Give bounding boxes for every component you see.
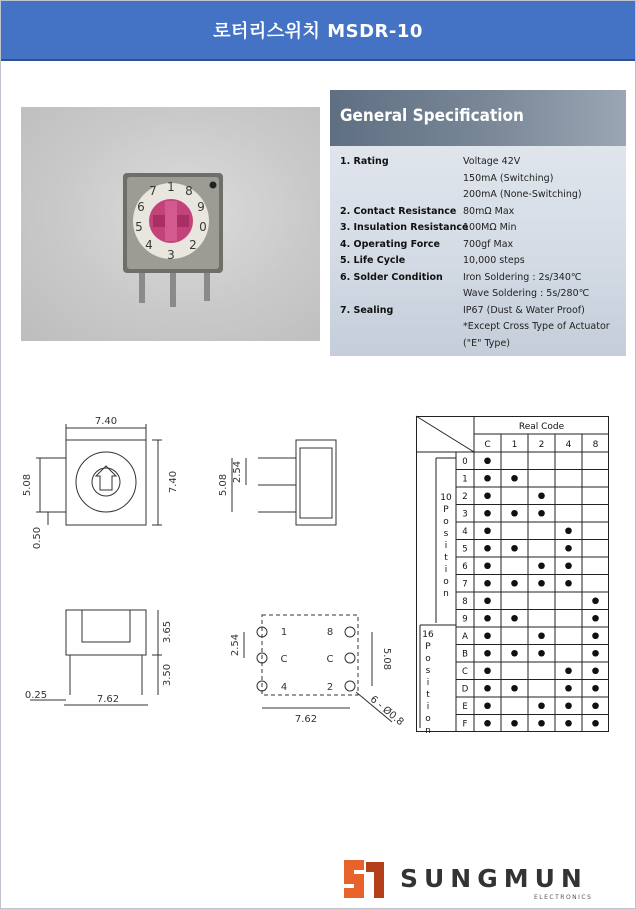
code-dot bbox=[538, 510, 545, 517]
dial-digit: 8 bbox=[185, 184, 193, 198]
spec-value: 150mA (Switching) bbox=[463, 172, 554, 184]
code-dot bbox=[484, 615, 491, 622]
group-16-label: s bbox=[425, 666, 431, 676]
code-dot bbox=[592, 597, 599, 604]
table-row-label: B bbox=[462, 649, 468, 660]
code-dot bbox=[511, 720, 518, 727]
dim-front-h2: 3.50 bbox=[162, 663, 173, 687]
code-dot bbox=[565, 702, 572, 709]
table-col-header: 2 bbox=[538, 440, 545, 450]
dial-digit: 5 bbox=[135, 220, 143, 234]
spec-header bbox=[330, 90, 626, 146]
code-dot bbox=[565, 667, 572, 674]
spec-value: 100MΩ Min bbox=[463, 222, 517, 233]
dial-digit: 2 bbox=[189, 238, 197, 252]
spec-value: Wave Soldering : 5s/280℃ bbox=[463, 288, 590, 299]
spec-label: 3. Insulation Resistance bbox=[340, 222, 469, 233]
company-logo bbox=[340, 856, 610, 902]
group-10-label: i bbox=[444, 565, 448, 575]
group-16-label: i bbox=[426, 678, 430, 688]
spec-label: 2. Contact Resistance bbox=[340, 205, 457, 217]
code-dot bbox=[484, 580, 491, 587]
code-dot bbox=[484, 685, 491, 692]
spec-label: 1. Rating bbox=[340, 156, 389, 167]
spec-label: 4. Operating Force bbox=[340, 238, 441, 250]
dial-digit: 4 bbox=[145, 238, 153, 252]
code-dot bbox=[484, 527, 491, 534]
spec-value: Voltage 42V bbox=[463, 156, 521, 167]
code-dot bbox=[592, 632, 599, 639]
code-dot bbox=[511, 580, 518, 587]
spec-label: 6. Solder Condition bbox=[340, 271, 443, 283]
code-dot bbox=[592, 685, 599, 692]
code-dot bbox=[484, 702, 491, 709]
table-col-header: 8 bbox=[592, 440, 599, 450]
group-16-label: o bbox=[425, 714, 431, 724]
code-dot bbox=[511, 685, 518, 692]
mechanical-drawings bbox=[0, 400, 410, 740]
dim-pcb-w: 7.62 bbox=[294, 714, 318, 725]
spec-panel bbox=[330, 90, 626, 356]
product-photo bbox=[21, 107, 320, 341]
code-dot bbox=[538, 720, 545, 727]
table-row-label: A bbox=[462, 632, 468, 642]
table-col-header: C bbox=[484, 440, 491, 450]
code-dot bbox=[484, 492, 491, 499]
table-row-label: 9 bbox=[462, 614, 468, 625]
pcb-pad-label: C bbox=[326, 654, 334, 665]
code-dot bbox=[538, 562, 545, 569]
spec-value: IP67 (Dust & Water Proof) bbox=[463, 304, 585, 316]
spec-heading: General Specification bbox=[340, 106, 524, 126]
table-line bbox=[416, 416, 474, 452]
spec-value: 80mΩ Max bbox=[463, 205, 515, 217]
group-10-label: t bbox=[444, 553, 448, 563]
code-dot bbox=[484, 632, 491, 639]
table-row-label: 5 bbox=[462, 544, 468, 555]
code-dot bbox=[511, 615, 518, 622]
group-10-label: 10 bbox=[440, 493, 452, 503]
group-16-label: P bbox=[425, 642, 431, 652]
dim-top-pitch: 5.08 bbox=[22, 473, 33, 497]
dim-side-pitch-b: 2.54 bbox=[232, 460, 243, 484]
code-dot bbox=[565, 562, 572, 569]
code-dot bbox=[592, 720, 599, 727]
code-dot bbox=[511, 545, 518, 552]
spec-value: 10,000 steps bbox=[463, 255, 525, 266]
code-dot bbox=[538, 650, 545, 657]
table-row-label: 3 bbox=[462, 509, 468, 520]
dial-digit: 7 bbox=[149, 184, 157, 198]
dim-pcb-hole: 6 - Ø0.8 bbox=[367, 693, 406, 729]
dial-digit: 3 bbox=[167, 248, 175, 262]
code-dot bbox=[484, 720, 491, 727]
code-dot bbox=[484, 475, 491, 482]
pcb-pad-label: 1 bbox=[280, 627, 288, 638]
code-dot bbox=[484, 562, 491, 569]
group-10-label: o bbox=[443, 577, 449, 587]
group-16-label: o bbox=[425, 654, 431, 664]
spec-label: 5. Life Cycle bbox=[340, 255, 406, 266]
pcb-pad-label: C bbox=[280, 654, 288, 665]
code-dot bbox=[538, 632, 545, 639]
code-dot bbox=[565, 527, 572, 534]
code-dot bbox=[592, 615, 599, 622]
pcb-pad-label: 2 bbox=[326, 682, 334, 693]
table-title: Real Code bbox=[518, 422, 565, 432]
dim-pcb-v: 2.54 bbox=[230, 633, 241, 657]
table-row-label: C bbox=[462, 667, 468, 677]
dim-front-h1: 3.65 bbox=[162, 620, 173, 644]
logo-icon bbox=[340, 856, 388, 902]
dim-side-pitch-a: 5.08 bbox=[218, 473, 229, 497]
table-row-label: 4 bbox=[462, 527, 468, 537]
code-dot bbox=[484, 510, 491, 517]
table-col-header: 1 bbox=[511, 440, 518, 450]
code-dot bbox=[538, 492, 545, 499]
code-dot bbox=[511, 650, 518, 657]
spec-value: 200mA (None-Switching) bbox=[463, 189, 582, 200]
dim-top-width: 7.40 bbox=[94, 416, 118, 427]
code-dot bbox=[538, 580, 545, 587]
code-dot bbox=[484, 667, 491, 674]
table-row-label: 8 bbox=[462, 597, 468, 607]
table-row-label: D bbox=[461, 684, 469, 695]
table-row-label: 6 bbox=[462, 562, 468, 572]
logo-sub: ELECTRONICS bbox=[534, 894, 593, 901]
logo-name: SUNGMUN bbox=[400, 864, 588, 893]
group-10-label: s bbox=[443, 529, 449, 539]
spec-value: ("E" Type) bbox=[463, 337, 510, 349]
dial-digit: 1 bbox=[167, 180, 175, 194]
code-dot bbox=[565, 685, 572, 692]
code-dot bbox=[592, 667, 599, 674]
group-16-label: n bbox=[425, 726, 431, 736]
code-dot bbox=[484, 545, 491, 552]
table-row-label: 2 bbox=[462, 492, 468, 502]
group-10-label: n bbox=[443, 589, 449, 599]
spec-value: *Except Cross Type of Actuator bbox=[463, 321, 610, 332]
table-row-label: F bbox=[462, 719, 468, 730]
pcb-pad-label: 4 bbox=[280, 682, 288, 693]
dim-top-height: 7.40 bbox=[168, 470, 179, 494]
group-10-label: P bbox=[443, 505, 449, 515]
group-16-label: 16 bbox=[422, 630, 434, 640]
code-dot bbox=[565, 720, 572, 727]
spec-value: 700gf Max bbox=[463, 238, 514, 250]
code-dot bbox=[592, 650, 599, 657]
spec-label: 7. Sealing bbox=[340, 304, 394, 316]
code-dot bbox=[538, 702, 545, 709]
table-row-label: 0 bbox=[462, 457, 468, 467]
code-dot bbox=[484, 650, 491, 657]
table-row-label: 7 bbox=[462, 579, 468, 590]
code-dot bbox=[565, 545, 572, 552]
code-dot bbox=[484, 597, 491, 604]
table-row-label: 1 bbox=[462, 474, 468, 485]
code-dot bbox=[511, 510, 518, 517]
group-16-label: t bbox=[426, 690, 430, 700]
title-bar bbox=[1, 1, 635, 61]
dim-top-offset: 0.50 bbox=[32, 526, 43, 550]
group-10-label: i bbox=[444, 541, 448, 551]
table-row-label: E bbox=[462, 702, 468, 712]
dial-digit: 9 bbox=[197, 200, 205, 214]
dial-digit: 0 bbox=[199, 220, 207, 234]
code-dot bbox=[565, 580, 572, 587]
code-dot bbox=[511, 475, 518, 482]
group-16-label: i bbox=[426, 702, 430, 712]
dim-front-t: 0.25 bbox=[24, 690, 48, 701]
dim-front-w: 7.62 bbox=[96, 694, 120, 705]
dial-digit: 6 bbox=[137, 200, 145, 214]
pcb-pad-label: 8 bbox=[326, 627, 334, 638]
dim-pcb-h: 5.08 bbox=[381, 647, 392, 671]
table-col-header: 4 bbox=[565, 440, 572, 450]
page-title: 로터리스위치 MSDR-10 bbox=[213, 21, 423, 42]
code-dot bbox=[484, 457, 491, 464]
group-10-label: o bbox=[443, 517, 449, 527]
truth-table bbox=[416, 416, 610, 736]
code-dot bbox=[592, 702, 599, 709]
spec-value: Iron Soldering : 2s/340℃ bbox=[463, 271, 582, 283]
